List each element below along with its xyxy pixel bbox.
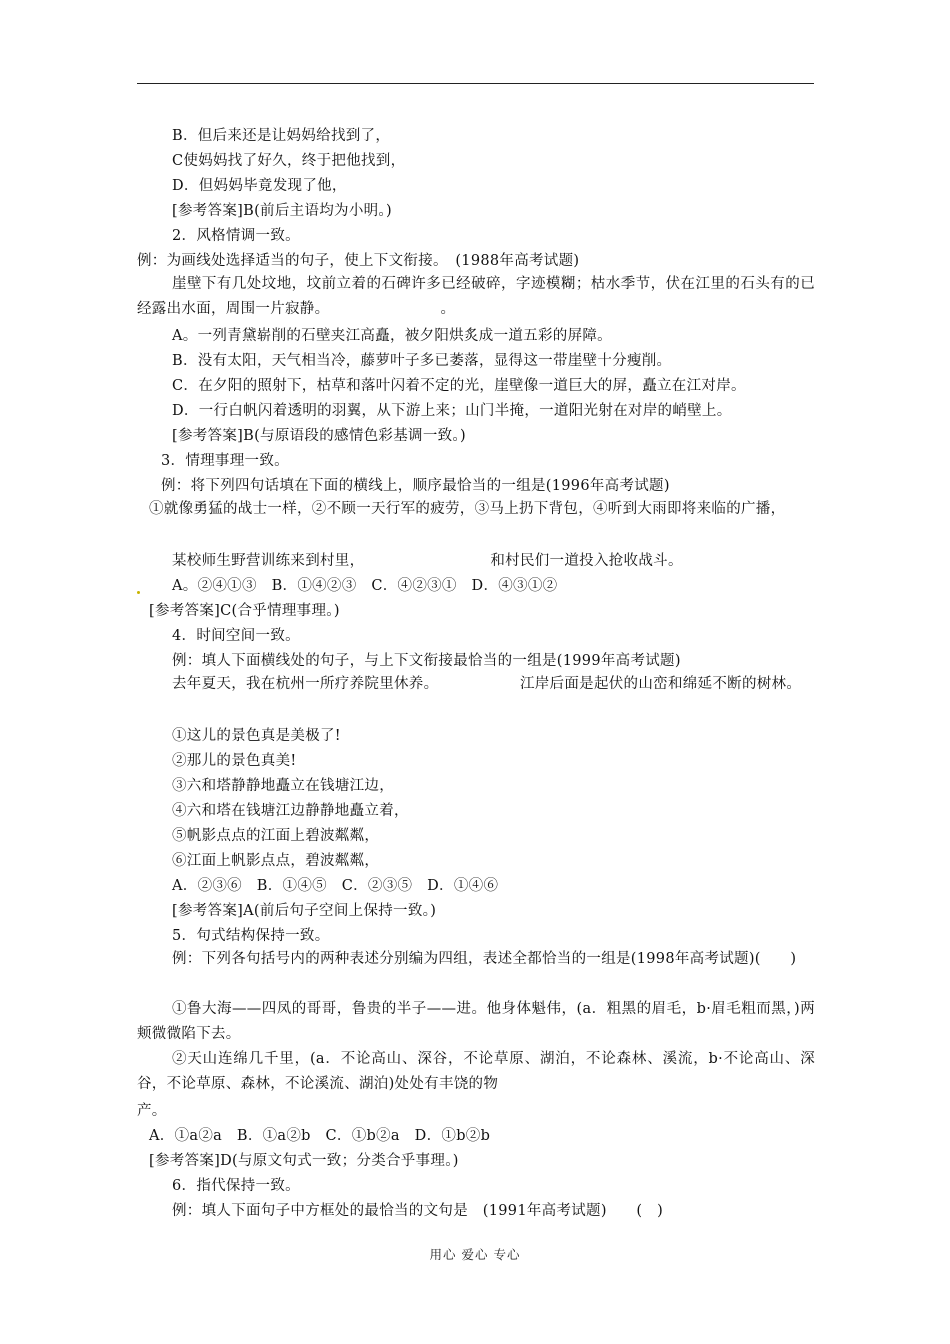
text-line: C使妈妈找了好久，终于把他找到， — [172, 153, 406, 169]
text-paragraph: 崖壁下有几处坟地，坟前立着的石碑许多已经破碎，字迹模糊；枯水季节，伏在江里的石头有的已经露出水面，周围一片寂静。 。 — [137, 276, 815, 317]
text-line: D．但妈妈毕竟发现了他， — [172, 178, 347, 194]
text-line: B．没有太阳，天气相当冷，藤萝叶子多已萎落，显得这一带崖壁十分瘦削。 — [172, 353, 672, 369]
text-line: B．但后来还是让妈妈给找到了， — [172, 128, 391, 144]
text-line: [参考答案]D(与原文句式一致；分类合乎事理。) — [149, 1153, 459, 1169]
text-line: 4．时间空间一致。 — [172, 628, 300, 644]
text-line: 2．风格情调一致。 — [172, 228, 300, 244]
text-line: 例：为画线处选择适当的句子，使上下文衔接。 (1988年高考试题) — [137, 253, 580, 269]
text-paragraph: ①鲁大海——四凤的哥哥，鲁贵的半子——进。他身体魁伟，(a．粗黑的眉毛，b·眉毛粗而黑，)两颊微微陷下去。 — [137, 1001, 815, 1042]
text-line: 6．指代保持一致。 — [172, 1178, 300, 1194]
text-line: 3．情理事理一致。 — [161, 453, 289, 469]
text-line: [参考答案]B(前后主语均为小明。) — [172, 203, 392, 219]
text-line: ①这儿的景色真是美极了! — [172, 728, 341, 744]
text-line: D．一行白帆闪着透明的羽翼，从下游上来；山门半掩，一道阳光射在对岸的峭壁上。 — [172, 403, 732, 419]
text-line: [参考答案]B(与原语段的感情色彩基调一致。) — [172, 428, 466, 444]
text-line: A．①a②a B．①a②b C．①b②a D．①b②b — [149, 1128, 491, 1144]
text-line: A。②④①③ B．①④②③ C．④②③① D．④③①② — [172, 578, 558, 594]
text-line: [参考答案]A(前后句子空间上保持一致。) — [172, 903, 437, 919]
text-line: 某校师生野营训练来到村里， 和村民们一道投入抢收战斗。 — [172, 553, 683, 569]
text-line: ③六和塔静静地矗立在钱塘江边， — [172, 778, 394, 794]
text-line: 产。 — [137, 1103, 167, 1119]
text-line: A．②③⑥ B．①④⑤ C．②③⑤ D．①④⑥ — [172, 878, 499, 894]
text-paragraph: ①就像勇猛的战士一样，②不顾一天行军的疲劳，③马上扔下背包，④听到大雨即将来临的广播， — [149, 501, 786, 517]
stray-mark — [137, 591, 140, 594]
page-footer: 用心 爱心 专心 — [429, 1247, 521, 1262]
text-line: ②那儿的景色真美! — [172, 753, 297, 769]
text-line: ⑤帆影点点的江面上碧波粼粼， — [172, 828, 380, 844]
text-line: C．在夕阳的照射下，枯草和落叶闪着不定的光，崖壁像一道巨大的屏，矗立在江对岸。 — [172, 378, 746, 394]
text-line: ⑥江面上帆影点点，碧波粼粼， — [172, 853, 380, 869]
text-paragraph: 例：下列各句括号内的两种表述分别编为四组，表述全都恰当的一组是(1998年高考试题)( ) — [172, 951, 797, 967]
text-paragraph: ②天山连绵几千里，(a．不论高山、深谷，不论草原、湖泊，不论森林、溪流，b·不论高山、深谷，不论草原、森林，不论溪流、湖泊)处处有丰饶的物 — [137, 1051, 815, 1092]
text-line: A。一列青黛崭削的石壁夹江高矗，被夕阳烘炙成一道五彩的屏障。 — [172, 328, 612, 344]
text-line: 例：将下列四句话填在下面的横线上，顺序最恰当的一组是(1996年高考试题) — [161, 478, 670, 494]
header-rule — [137, 83, 814, 84]
text-line: 例：填人下面句子中方框处的最恰当的文句是 (1991年高考试题) ( ) — [172, 1203, 664, 1219]
text-line: ④六和塔在钱塘江边静静地矗立着， — [172, 803, 409, 819]
text-paragraph: 去年夏天，我在杭州一所疗养院里休养。 江岸后面是起伏的山峦和绵延不断的树林。 — [172, 676, 802, 692]
text-line: 5．句式结构保持一致。 — [172, 928, 330, 944]
text-line: [参考答案]C(合乎情理事理。) — [149, 603, 340, 619]
text-line: 例：填人下面横线处的句子，与上下文衔接最恰当的一组是(1999年高考试题) — [172, 653, 681, 669]
